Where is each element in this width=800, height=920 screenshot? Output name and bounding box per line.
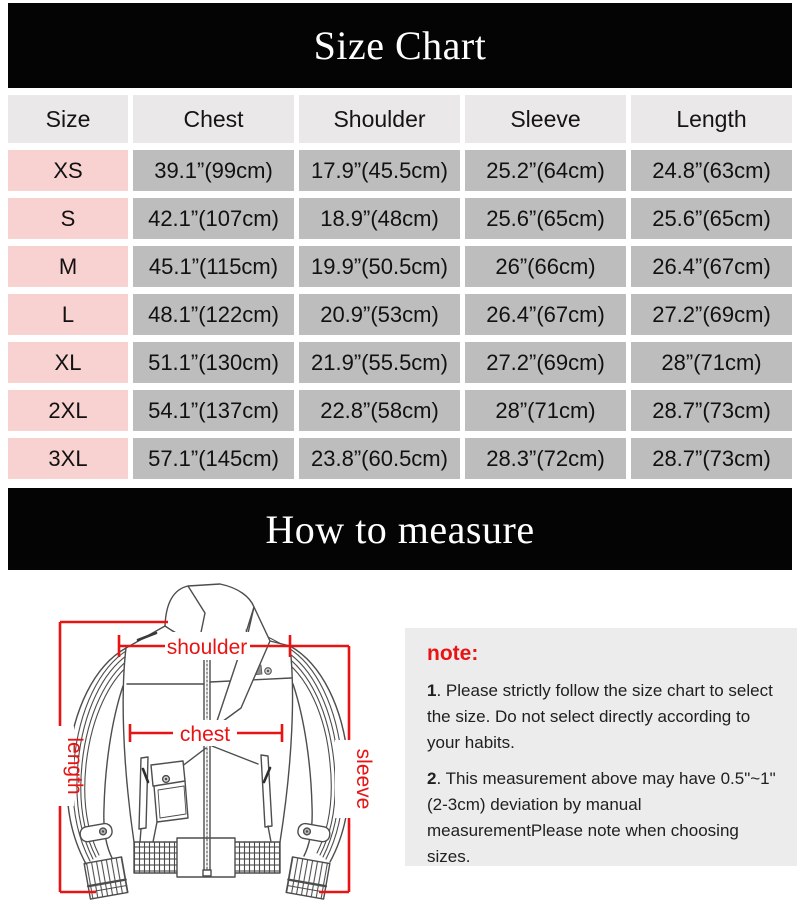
how-to-measure-title: How to measure (265, 506, 535, 552)
jacket-diagram (2, 580, 402, 920)
table-cell: 20.9”(53cm) (299, 294, 460, 335)
table-cell: 27.2”(69cm) (465, 342, 626, 383)
note-item-2: 2. This measurement above may have 0.5"~1"(2-3cm) deviation by manual measurementPlease note when choosing sizes. (427, 769, 776, 866)
table-cell: 24.8”(63cm) (631, 150, 792, 191)
how-to-measure-header (8, 488, 792, 570)
table-cell: 19.9”(50.5cm) (299, 246, 460, 287)
table-cell: 25.2”(64cm) (465, 150, 626, 191)
column-header-length: Length (631, 95, 792, 143)
table-cell: 26”(66cm) (465, 246, 626, 287)
column-header-sleeve: Sleeve (465, 95, 626, 143)
size-cell: L (8, 294, 128, 335)
table-cell: 25.6”(65cm) (465, 198, 626, 239)
table-cell: 54.1”(137cm) (133, 390, 294, 431)
chest-label: chest (179, 723, 231, 746)
table-cell: 57.1”(145cm) (133, 438, 294, 479)
table-cell: 26.4”(67cm) (631, 246, 792, 287)
table-cell: 23.8”(60.5cm) (299, 438, 460, 479)
table-cell: 25.6”(65cm) (631, 198, 792, 239)
table-cell: 28.3”(72cm) (465, 438, 626, 479)
table-cell: 27.2”(69cm) (631, 294, 792, 335)
size-cell: M (8, 246, 128, 287)
table-cell: 39.1”(99cm) (133, 150, 294, 191)
sleeve-label: sleeve (352, 748, 375, 810)
size-cell: XL (8, 342, 128, 383)
note-title: note: (427, 642, 479, 665)
table-cell: 22.8”(58cm) (299, 390, 460, 431)
table-cell: 42.1”(107cm) (133, 198, 294, 239)
shoulder-label: shoulder (166, 636, 248, 659)
length-label: length (63, 737, 86, 795)
table-cell: 21.9”(55.5cm) (299, 342, 460, 383)
size-chart-title: Size Chart (313, 23, 487, 68)
table-cell: 51.1”(130cm) (133, 342, 294, 383)
column-header-size: Size (8, 95, 128, 143)
table-cell: 26.4”(67cm) (465, 294, 626, 335)
table-cell: 48.1”(122cm) (133, 294, 294, 335)
size-table (8, 95, 792, 479)
table-cell: 28”(71cm) (631, 342, 792, 383)
note-item-1: 1. Please strictly follow the size chart to select the size. Do not select directly according to your habits. (427, 681, 773, 752)
table-cell: 18.9”(48cm) (299, 198, 460, 239)
jacket-body (123, 626, 292, 877)
table-cell: 28.7”(73cm) (631, 438, 792, 479)
size-cell: S (8, 198, 128, 239)
table-cell: 17.9”(45.5cm) (299, 150, 460, 191)
column-header-chest: Chest (133, 95, 294, 143)
table-cell: 28”(71cm) (465, 390, 626, 431)
note-box (405, 628, 797, 866)
size-cell: 2XL (8, 390, 128, 431)
size-chart-header (8, 3, 792, 88)
table-cell: 45.1”(115cm) (133, 246, 294, 287)
size-cell: 3XL (8, 438, 128, 479)
table-cell: 28.7”(73cm) (631, 390, 792, 431)
size-cell: XS (8, 150, 128, 191)
column-header-shoulder: Shoulder (299, 95, 460, 143)
